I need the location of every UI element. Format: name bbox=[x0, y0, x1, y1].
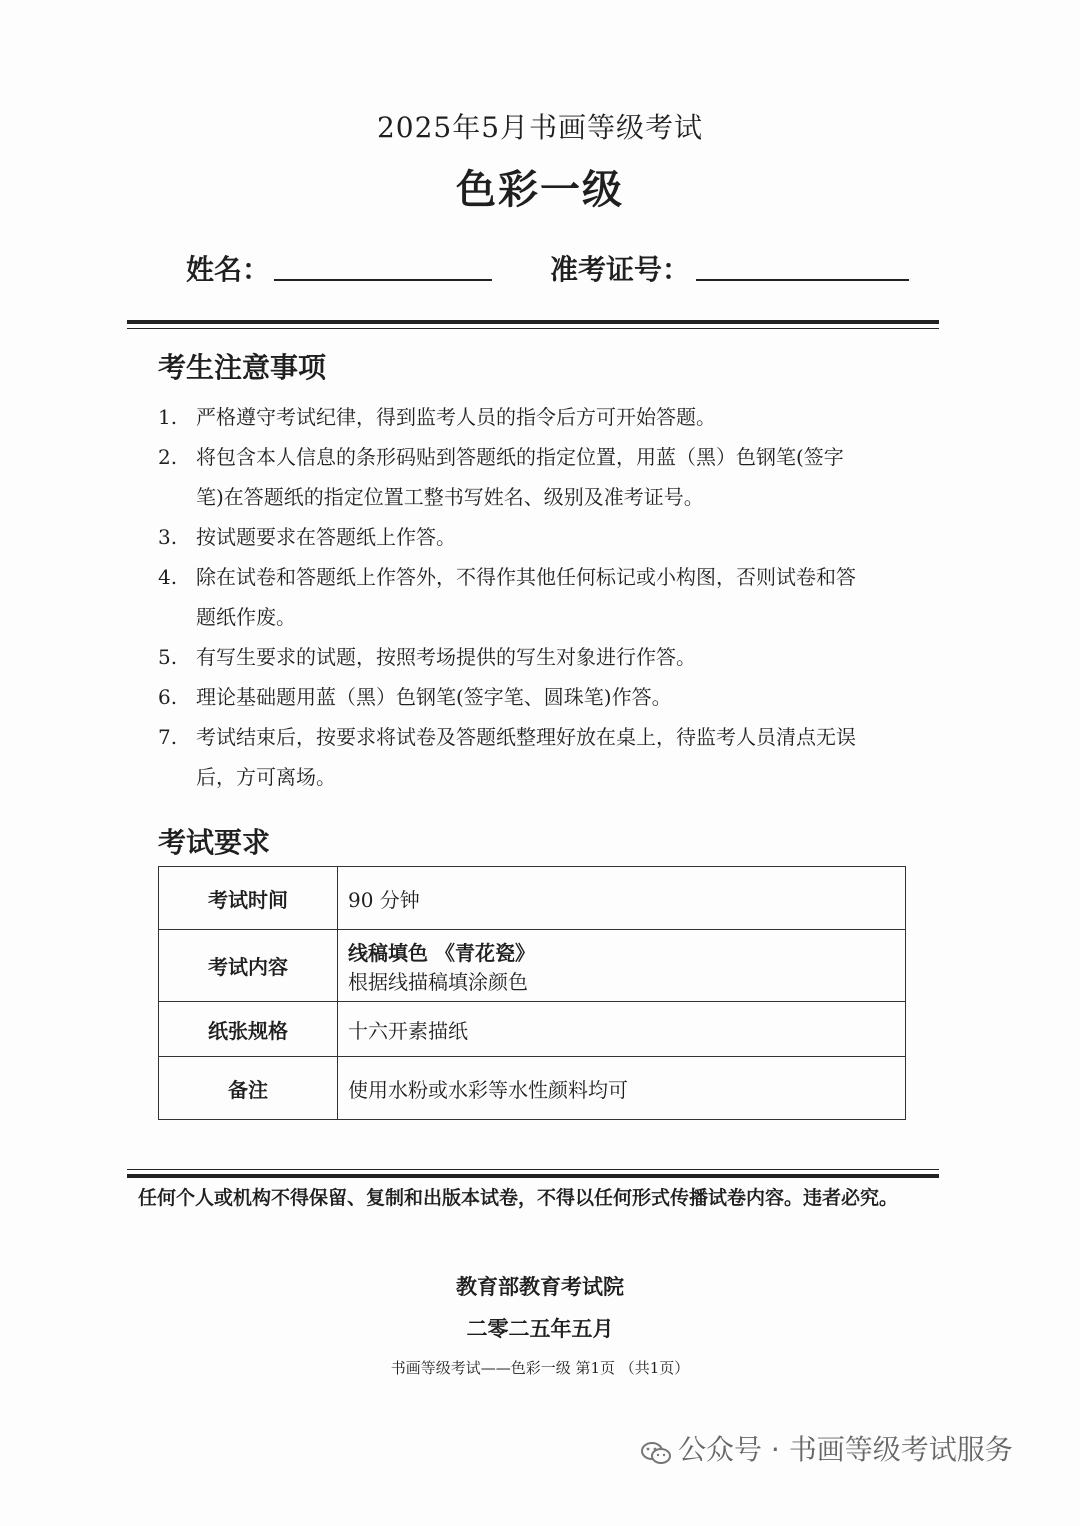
notice-item-text: 按试题要求在答题纸上作答。 bbox=[196, 525, 456, 549]
notice-item-text: 理论基础题用蓝（黑）色钢笔(签字笔、圆珠笔)作答。 bbox=[196, 685, 672, 709]
notice-item bbox=[158, 677, 918, 717]
table-row bbox=[159, 1002, 906, 1057]
notice-item-continuation: 后，方可离场。 bbox=[196, 765, 336, 789]
requirements-heading: 考试要求 bbox=[158, 826, 271, 859]
row-key: 考试内容 bbox=[159, 930, 338, 1002]
notice-item-continuation: 题纸作废。 bbox=[196, 605, 296, 629]
content-title: 线稿填色 《青花瓷》 bbox=[348, 940, 535, 965]
copyright-notice: 任何个人或机构不得保留、复制和出版本试卷，不得以任何形式传播试卷内容。违者必究。 bbox=[138, 1187, 899, 1209]
notice-list bbox=[158, 397, 918, 797]
notice-item-text: 将包含本人信息的条形码贴到答题纸的指定位置，用蓝（黑）色钢笔(签字 bbox=[196, 445, 844, 469]
footer-divider-thin bbox=[127, 1169, 939, 1170]
page-footer: 书画等级考试——色彩一级 第1页 （共1页） bbox=[390, 1359, 690, 1377]
issuer: 教育部教育考试院 bbox=[456, 1274, 624, 1299]
exam-id-label: 准考证号： bbox=[550, 253, 691, 286]
row-value: 90 分钟 bbox=[338, 867, 906, 930]
table-row bbox=[159, 1057, 906, 1120]
notice-item-number: 2. bbox=[158, 445, 178, 469]
row-value-multiline bbox=[338, 930, 906, 1002]
row-key: 备注 bbox=[159, 1057, 338, 1120]
notice-item-continuation: 笔)在答题纸的指定位置工整书写姓名、级别及准考证号。 bbox=[196, 485, 704, 509]
exam-title: 2025年5月书画等级考试 bbox=[376, 111, 704, 144]
subject-title: 色彩一级 bbox=[456, 166, 624, 213]
name-label: 姓名： bbox=[186, 253, 271, 286]
row-key: 考试时间 bbox=[159, 867, 338, 930]
requirements-table bbox=[158, 866, 906, 1120]
notice-item-text: 严格遵守考试纪律，得到监考人员的指令后方可开始答题。 bbox=[196, 405, 716, 429]
notice-item-number: 3. bbox=[158, 525, 178, 549]
notice-item-number: 6. bbox=[158, 685, 178, 709]
notice-item bbox=[158, 557, 918, 597]
wechat-icon bbox=[640, 1439, 672, 1463]
row-key: 纸张规格 bbox=[159, 1002, 338, 1057]
watermark-text: 公众号 · 书画等级考试服务 bbox=[678, 1433, 1013, 1466]
notice-item bbox=[158, 517, 918, 557]
table-row bbox=[159, 930, 906, 1002]
notice-heading: 考生注意事项 bbox=[158, 351, 327, 384]
notice-item-number: 4. bbox=[158, 565, 178, 589]
watermark bbox=[640, 1428, 1013, 1468]
notice-item-text: 除在试卷和答题纸上作答外，不得作其他任何标记或小构图，否则试卷和答 bbox=[196, 565, 856, 589]
notice-item-text: 考试结束后，按要求将试卷及答题纸整理好放在桌上，待监考人员清点无误 bbox=[196, 725, 856, 749]
notice-item-number: 1. bbox=[158, 405, 178, 429]
issue-date: 二零二五年五月 bbox=[466, 1316, 614, 1341]
notice-item-number: 7. bbox=[158, 725, 178, 749]
notice-item-number: 5. bbox=[158, 645, 178, 669]
notice-item bbox=[158, 397, 918, 437]
content-description: 根据线描稿填涂颜色 bbox=[348, 969, 528, 994]
header-divider-thin bbox=[127, 328, 939, 329]
row-value: 十六开素描纸 bbox=[338, 1002, 906, 1057]
footer-divider-thick bbox=[127, 1174, 939, 1178]
row-value: 使用水粉或水彩等水性颜料均可 bbox=[338, 1057, 906, 1120]
notice-item-text: 有写生要求的试题，按照考场提供的写生对象进行作答。 bbox=[196, 645, 696, 669]
exam-id-blank bbox=[696, 279, 909, 281]
name-blank bbox=[274, 279, 492, 281]
table-row bbox=[159, 867, 906, 930]
notice-item bbox=[158, 437, 918, 477]
notice-item bbox=[158, 637, 918, 677]
notice-item bbox=[158, 717, 918, 757]
header-divider-thick bbox=[127, 320, 939, 324]
